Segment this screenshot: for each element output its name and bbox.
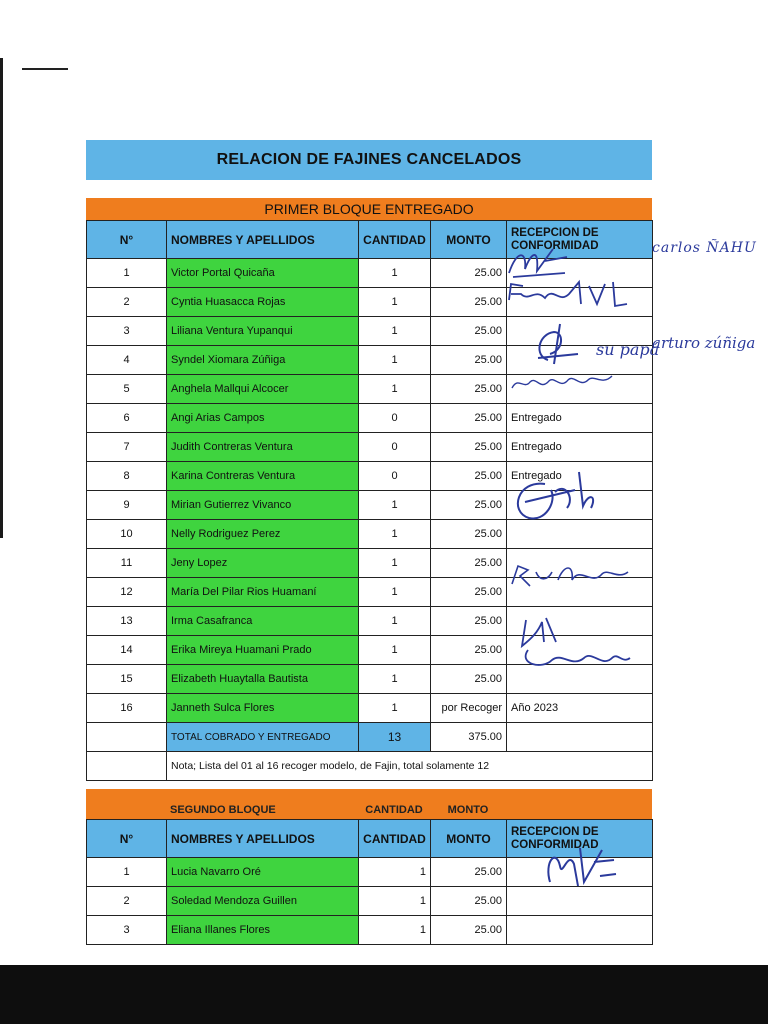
table-row [87,346,653,375]
row-name: Cyntia Huasacca Rojas [167,288,359,317]
row-name: Erika Mireya Huamani Prado [167,636,359,665]
total-monto: 375.00 [431,723,507,752]
first-block-label: PRIMER BLOQUE ENTREGADO [86,198,652,220]
row-cant: 0 [359,433,431,462]
row-cant: 0 [359,462,431,491]
row-rec: Año 2023 [507,694,653,723]
row-monto: 25.00 [431,858,507,887]
header-rec: RECEPCION DE CONFORMIDAD [507,221,653,259]
row-name: Syndel Xiomara Zúñiga [167,346,359,375]
table-row [87,549,653,578]
row-rec: Entregado [507,462,653,491]
handwritten-note-3: arturo zúñiga [652,334,756,352]
row-cant: 1 [359,916,431,945]
table-row [87,636,653,665]
table-row [87,887,653,916]
row-monto: 25.00 [431,375,507,404]
row-monto: 25.00 [431,578,507,607]
header-num: N° [87,221,167,259]
row-cant: 1 [359,288,431,317]
second-block-label-cant: CANTIDAD [365,804,423,816]
header2-num: N° [87,820,167,858]
row-cant: 1 [359,549,431,578]
table-row [87,578,653,607]
row-num: 11 [87,549,167,578]
row-monto: 25.00 [431,916,507,945]
row-name: Karina Contreras Ventura [167,462,359,491]
row-cant: 0 [359,404,431,433]
row-rec [507,375,653,404]
header-cant: CANTIDAD [359,221,431,259]
table-row [87,491,653,520]
table-row [87,607,653,636]
table-row [87,520,653,549]
row-rec [507,578,653,607]
table-row [87,665,653,694]
row-name: Nelly Rodriguez Perez [167,520,359,549]
table-row [87,317,653,346]
first-block-header-row [87,221,653,259]
second-block-header-row [87,820,653,858]
handwritten-note-1: carlos ÑAHU [652,240,757,256]
table-row [87,404,653,433]
row-cant: 1 [359,636,431,665]
row-name: Elizabeth Huaytalla Bautista [167,665,359,694]
header2-name: NOMBRES Y APELLIDOS [167,820,359,858]
row-rec [507,858,653,887]
header2-cant: CANTIDAD [359,820,431,858]
row-monto: 25.00 [431,491,507,520]
row-num: 14 [87,636,167,665]
row-rec [507,259,653,288]
row-monto: 25.00 [431,433,507,462]
row-cant: 1 [359,259,431,288]
row-num: 3 [87,317,167,346]
row-num: 2 [87,887,167,916]
row-name: Anghela Mallqui Alcocer [167,375,359,404]
row-cant: 1 [359,887,431,916]
row-name: Lucia Navarro Oré [167,858,359,887]
pen-mark [22,68,68,70]
row-rec [507,288,653,317]
second-block-table [86,819,653,945]
row-monto: 25.00 [431,549,507,578]
row-monto: por Recoger [431,694,507,723]
row-monto: 25.00 [431,404,507,433]
row-name: Victor Portal Quicaña [167,259,359,288]
row-cant: 1 [359,317,431,346]
row-name: Angi Arias Campos [167,404,359,433]
note-row [87,752,653,781]
row-monto: 25.00 [431,462,507,491]
row-rec [507,491,653,520]
row-rec [507,665,653,694]
row-monto: 25.00 [431,520,507,549]
row-name: Irma Casafranca [167,607,359,636]
row-name: Liliana Ventura Yupanqui [167,317,359,346]
header2-monto: MONTO [431,820,507,858]
row-name: Judith Contreras Ventura [167,433,359,462]
row-name: Janneth Sulca Flores [167,694,359,723]
row-cant: 1 [359,578,431,607]
row-cant: 1 [359,665,431,694]
row-rec [507,549,653,578]
row-monto: 25.00 [431,665,507,694]
row-cant: 1 [359,346,431,375]
second-block-label-monto: MONTO [447,804,489,816]
note-text: Nota; Lista del 01 al 16 recoger modelo, de Fajin, total solamente 12 [167,752,653,781]
row-num: 1 [87,259,167,288]
row-name: Soledad Mendoza Guillen [167,887,359,916]
row-num: 3 [87,916,167,945]
row-name: María Del Pilar Rios Huamaní [167,578,359,607]
table-row [87,375,653,404]
row-num: 12 [87,578,167,607]
row-num: 7 [87,433,167,462]
total-row [87,723,653,752]
row-num: 8 [87,462,167,491]
row-name: Jeny Lopez [167,549,359,578]
row-rec: Entregado [507,404,653,433]
row-name: Eliana Illanes Flores [167,916,359,945]
row-monto: 25.00 [431,346,507,375]
row-rec [507,916,653,945]
second-block-label-bar [86,789,652,819]
total-cant: 13 [359,723,431,752]
table-row [87,288,653,317]
row-monto: 25.00 [431,317,507,346]
row-num: 6 [87,404,167,433]
row-name: Mirian Gutierrez Vivanco [167,491,359,520]
row-num: 2 [87,288,167,317]
header-name: NOMBRES Y APELLIDOS [167,221,359,259]
row-cant: 1 [359,520,431,549]
row-cant: 1 [359,375,431,404]
total-label: TOTAL COBRADO Y ENTREGADO [167,723,359,752]
row-cant: 1 [359,491,431,520]
table-row [87,694,653,723]
row-cant: 1 [359,607,431,636]
row-monto: 25.00 [431,607,507,636]
left-frame-edge [0,58,3,538]
row-rec: Entregado [507,433,653,462]
row-rec [507,520,653,549]
document-title: RELACION DE FAJINES CANCELADOS [86,140,652,180]
header2-rec: RECEPCION DE CONFORMIDAD [507,820,653,858]
document-sheet [86,140,652,945]
row-rec [507,607,653,636]
table-row [87,259,653,288]
row-cant: 1 [359,858,431,887]
row-cant: 1 [359,694,431,723]
row-num: 10 [87,520,167,549]
row-num: 16 [87,694,167,723]
row-num: 13 [87,607,167,636]
row-monto: 25.00 [431,259,507,288]
second-block-body [87,858,653,945]
row-rec [507,636,653,665]
bottom-frame-edge [0,965,768,1024]
row-num: 1 [87,858,167,887]
table-row [87,433,653,462]
header-monto: MONTO [431,221,507,259]
row-rec [507,887,653,916]
row-monto: 25.00 [431,636,507,665]
row-monto: 25.00 [431,288,507,317]
table-row [87,858,653,887]
first-block-body [87,259,653,723]
first-block-table [86,220,653,781]
second-block-label: SEGUNDO BLOQUE [170,804,276,816]
row-num: 5 [87,375,167,404]
table-row [87,916,653,945]
row-num: 4 [87,346,167,375]
handwritten-note-2: su papá [596,340,660,359]
row-num: 9 [87,491,167,520]
row-monto: 25.00 [431,887,507,916]
row-num: 15 [87,665,167,694]
table-row [87,462,653,491]
